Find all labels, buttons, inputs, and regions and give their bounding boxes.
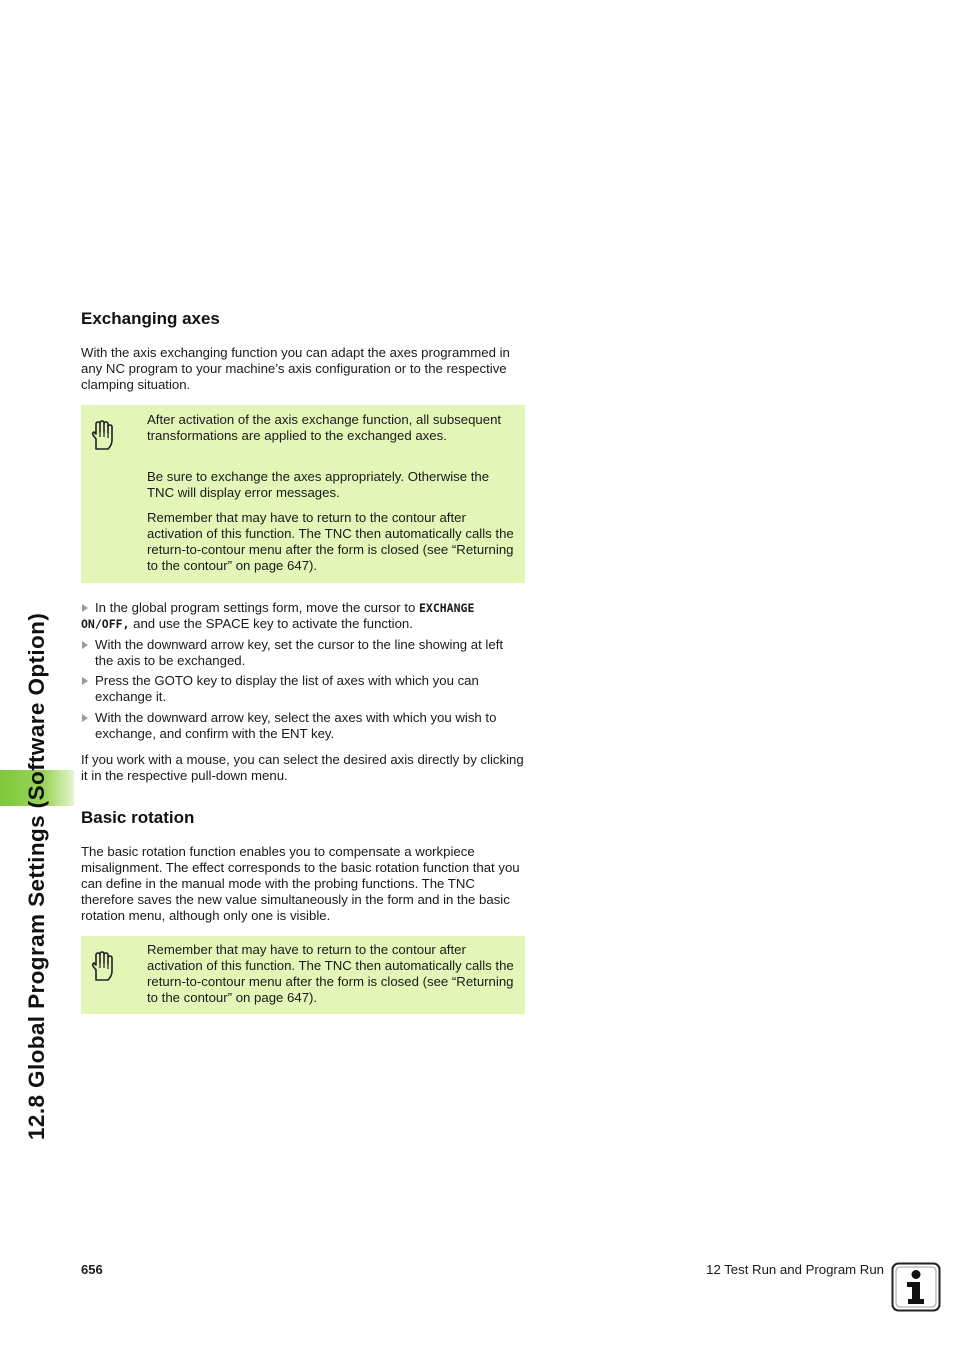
side-chapter-title: 12.8 Global Program Settings (Software Option) xyxy=(24,612,49,1140)
hand-note-icon xyxy=(89,950,115,982)
note-paragraph: Remember that may have to return to the contour after activation of this function. The TNC then automatically calls the return-to-contour menu after the form is closed (see “Returning to the contour” on page 647). xyxy=(147,942,514,1005)
info-icon xyxy=(891,1262,941,1312)
exchanging-intro: With the axis exchanging function you can adapt the axes programmed in any NC program to your machine’s axis configuration or to the respective clamping situation. xyxy=(81,345,510,392)
mouse-paragraph: If you work with a mouse, you can select the desired axis directly by clicking it in the respective pull-down menu. xyxy=(81,752,524,783)
heading-basic-rotation: Basic rotation xyxy=(81,808,195,827)
code-exchange: EXCHANGE xyxy=(418,601,475,615)
note-paragraph: Remember that may have to return to the contour after activation of this function. The TNC then automatically calls the return-to-contour menu after the form is closed (see “Returning to the contour” on page 647). xyxy=(147,510,514,573)
note-box-rotation xyxy=(81,936,525,1014)
bullet-arrow-icon xyxy=(82,677,88,685)
code-on-off: ON/OFF, xyxy=(81,617,130,631)
heading-exchanging-axes: Exchanging axes xyxy=(81,309,220,328)
bullet-arrow-icon xyxy=(82,604,88,612)
note-paragraph: After activation of the axis exchange function, all subsequent transformations are applied to the exchanged axes. xyxy=(147,412,502,443)
bullet-arrow-icon xyxy=(82,641,88,649)
bullet-arrow-icon xyxy=(82,714,88,722)
footer-chapter: 12 Test Run and Program Run xyxy=(706,1262,884,1277)
hand-note-icon xyxy=(89,419,115,451)
note-box-exchange xyxy=(81,405,525,583)
basic-rotation-intro: The basic rotation function enables you to compensate a workpiece misalignment. The effect corresponds to the basic rotation function that you can define in the manual mode with the probing functions. The TNC therefore saves the new value simultaneously in the form and in the basic rotation menu, although only one is visible. xyxy=(81,844,520,923)
page-number: 656 xyxy=(81,1262,103,1277)
note-paragraph: Be sure to exchange the axes appropriately. Otherwise the TNC will display error messages. xyxy=(147,469,490,500)
